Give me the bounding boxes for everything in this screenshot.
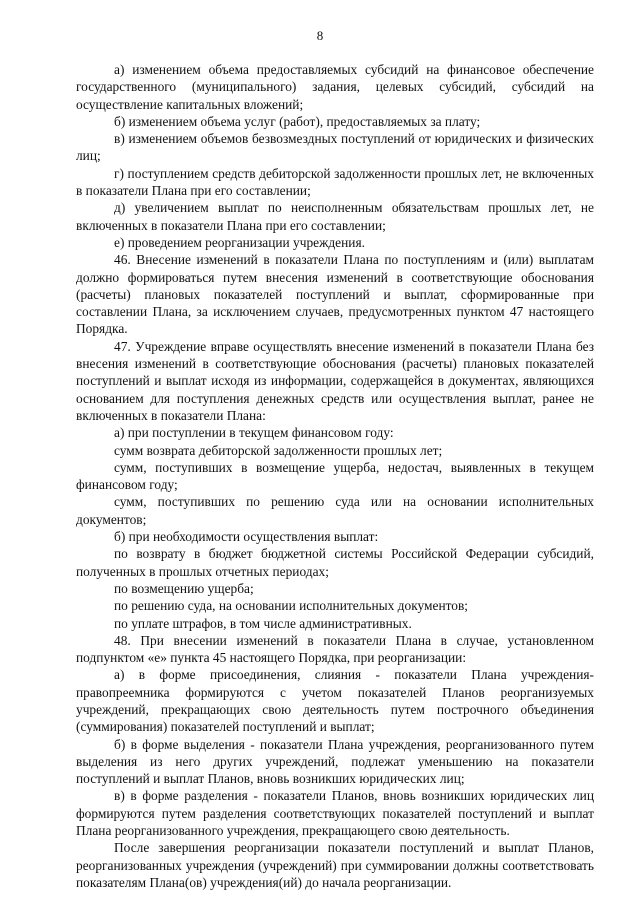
paragraph-47b-item-1: по возврату в бюджет бюджетной системы Российской Федерации субсидий, полученных в прошлых отчетных периодах; <box>76 546 594 579</box>
paragraph-48v: в) в форме разделения - показатели Планов, вновь возникших юридических лиц формируются путем разделения соответствующих показателей поступлений и выплат Плана реорганизованного учреждения, прекращающего свою деятельность. <box>76 788 594 839</box>
paragraph-47a-item-3: сумм, поступивших по решению суда или на основании исполнительных документов; <box>76 494 594 527</box>
paragraph-46: 46. Внесение изменений в показатели Плана по поступлениям и (или) выплатам должно формироваться путем внесения изменений в соответствующие обоснования (расчеты) плановых показателей поступлений и выплат, сформированные при составлении Плана, за исключением случаев, предусмотренных пунктом 47 настоящего Порядка. <box>76 252 594 337</box>
document-body <box>76 61 594 891</box>
paragraph-48: 48. При внесении изменений в показатели Плана в случае, установленном подпунктом «е» пункта 45 настоящего Порядка, при реорганизации: <box>76 632 594 666</box>
paragraph-48-final: После завершения реорганизации показатели поступлений и выплат Планов, реорганизованных учреждения (учреждений) при суммировании должны соответствовать показателям Плана(ов) учреждения(ий) до начала реорганизации. <box>76 840 594 890</box>
paragraph-47b-item-2: по возмещению ущерба; <box>114 580 254 596</box>
paragraph-47: 47. Учреждение вправе осуществлять внесение изменений в показатели Плана без внесения изменений в соответствующие обоснования (расчеты) плановых показателей поступлений и выплат исходя из информации, содержащейся в документах, являющихся основанием для поступления денежных средств или осуществления выплат, ранее не включенных в показатели Плана: <box>76 338 594 423</box>
paragraph-47a-item-1: сумм возврата дебиторской задолженности прошлых лет; <box>114 442 443 458</box>
page-number: 8 <box>316 28 324 43</box>
paragraph-48a: а) в форме присоединения, слияния - показатели Плана учреждения-правопреемника формируются с учетом показателей Планов реорганизуемых учреждений, прекращающих свою деятельность путем построчного объединения (суммирования) показателей поступлений и выплат; <box>76 667 594 735</box>
paragraph-45d: д) увеличением выплат по неисполненным обязательствам прошлых лет, не включенных в показатели Плана при его составлении; <box>76 200 594 233</box>
paragraph-45a: а) изменением объема предоставляемых субсидий на финансовое обеспечение государственного (муниципального) задания, целевых субсидий, субсидий на осуществление капитальных вложений; <box>76 62 594 112</box>
paragraph-45e: е) проведением реорганизации учреждения. <box>114 234 365 250</box>
paragraph-47b: б) при необходимости осуществления выплат: <box>114 529 379 545</box>
paragraph-47a-item-2: сумм, поступивших в возмещение ущерба, недостач, выявленных в текущем финансовом году; <box>76 459 594 493</box>
paragraph-47b-item-4: по уплате штрафов, в том числе административных. <box>114 615 412 631</box>
paragraph-45g: г) поступлением средств дебиторской задолженности прошлых лет, не включенных в показатели Плана при его составлении; <box>76 165 594 199</box>
paragraph-47a: а) при поступлении в текущем финансовом году: <box>114 425 394 441</box>
paragraph-47b-item-3: по решению суда, на основании исполнительных документов; <box>114 598 469 614</box>
paragraph-45v: в) изменением объемов безвозмездных поступлений от юридических и физических лиц; <box>76 131 594 164</box>
paragraph-45b: б) изменением объема услуг (работ), предоставляемых за плату; <box>114 113 481 129</box>
paragraph-48b: б) в форме выделения - показатели Плана учреждения, реорганизованного путем выделения из него других учреждений, подлежат уменьшению на показатели поступлений и выплат Планов, вновь возникших юридических лиц; <box>76 736 594 787</box>
